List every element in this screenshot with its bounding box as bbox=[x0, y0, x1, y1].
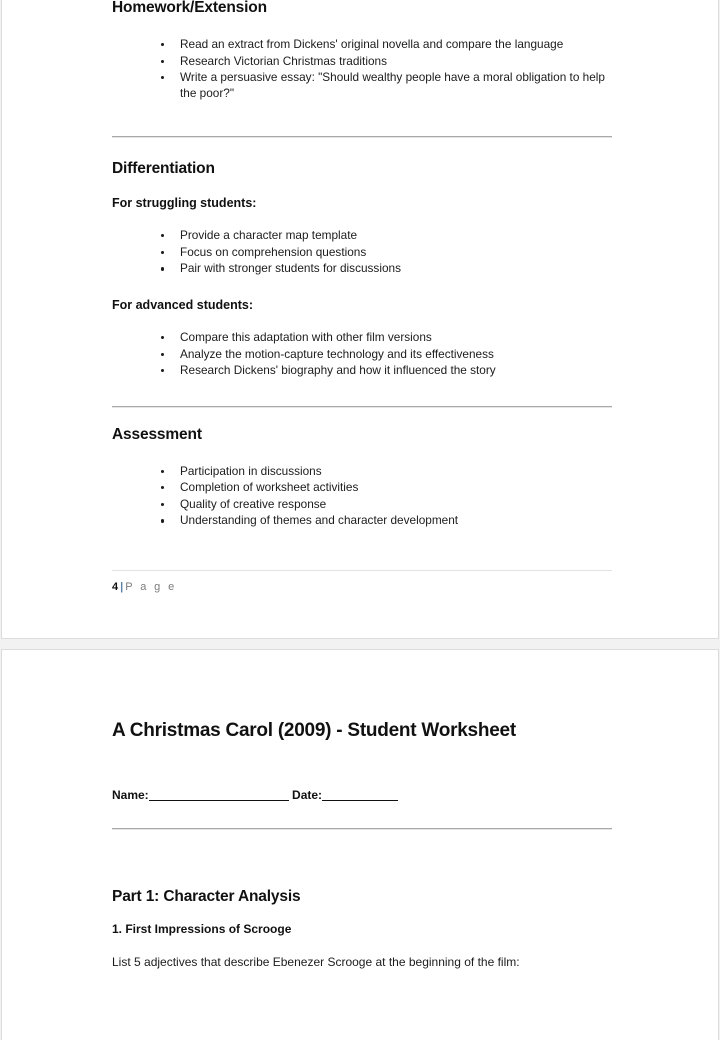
list-item: Participation in discussions bbox=[158, 464, 610, 480]
list-item: Provide a character map template bbox=[158, 228, 610, 244]
name-fill-line[interactable] bbox=[149, 800, 289, 801]
footer-separator: | bbox=[120, 580, 124, 593]
footer-divider bbox=[112, 570, 612, 571]
date-label: Date: bbox=[292, 788, 323, 802]
worksheet-title: A Christmas Carol (2009) - Student Worksheet bbox=[112, 720, 516, 741]
document-page-5 bbox=[1, 649, 719, 1040]
list-item: Focus on comprehension questions bbox=[158, 245, 610, 261]
document-page-4 bbox=[1, 0, 719, 639]
list-struggling-items bbox=[112, 228, 610, 277]
list-item: Compare this adaptation with other film versions bbox=[158, 330, 610, 346]
page-footer bbox=[112, 570, 610, 593]
list-item: Completion of worksheet activities bbox=[158, 480, 610, 496]
list-item: Quality of creative response bbox=[158, 497, 610, 513]
heading-assessment: Assessment bbox=[112, 425, 202, 443]
heading-differentiation: Differentiation bbox=[112, 160, 215, 178]
list-item: Analyze the motion-capture technology and its effectiveness bbox=[158, 347, 610, 363]
section-homework-extension bbox=[112, 0, 610, 101]
name-and-date-line bbox=[112, 788, 610, 802]
heading-question-1: 1. First Impressions of Scrooge bbox=[112, 922, 292, 936]
list-homework-items bbox=[112, 37, 610, 101]
subheading-for-struggling-students: For struggling students: bbox=[112, 196, 257, 211]
footer-page-number: 4 bbox=[112, 580, 119, 593]
section-part-1-character-analysis bbox=[112, 888, 610, 971]
date-fill-line[interactable] bbox=[322, 800, 398, 801]
footer-page-label bbox=[112, 581, 610, 593]
footer-page-word: P a g e bbox=[125, 580, 177, 593]
list-item: Pair with stronger students for discussions bbox=[158, 261, 610, 277]
list-item: Research Victorian Christmas traditions bbox=[158, 54, 610, 70]
section-differentiation bbox=[112, 160, 610, 378]
list-item: Read an extract from Dickens' original novella and compare the language bbox=[158, 37, 610, 53]
subheading-for-advanced-students: For advanced students: bbox=[112, 297, 253, 312]
list-item: Write a persuasive essay: "Should wealthy people have a moral obligation to help the poor?" bbox=[158, 70, 610, 101]
name-label: Name: bbox=[112, 788, 149, 802]
page-break-gap bbox=[0, 639, 720, 649]
list-item: Research Dickens' biography and how it influenced the story bbox=[158, 363, 610, 379]
heading-part-1: Part 1: Character Analysis bbox=[112, 888, 301, 905]
heading-homework-extension: Homework/Extension bbox=[112, 0, 267, 16]
list-advanced-items bbox=[112, 330, 610, 379]
section-assessment bbox=[112, 426, 610, 529]
question-1-instruction: List 5 adjectives that describe Ebenezer Scrooge at the beginning of the film: bbox=[112, 955, 520, 969]
list-assessment-items bbox=[112, 464, 610, 529]
list-item: Understanding of themes and character development bbox=[158, 513, 610, 529]
